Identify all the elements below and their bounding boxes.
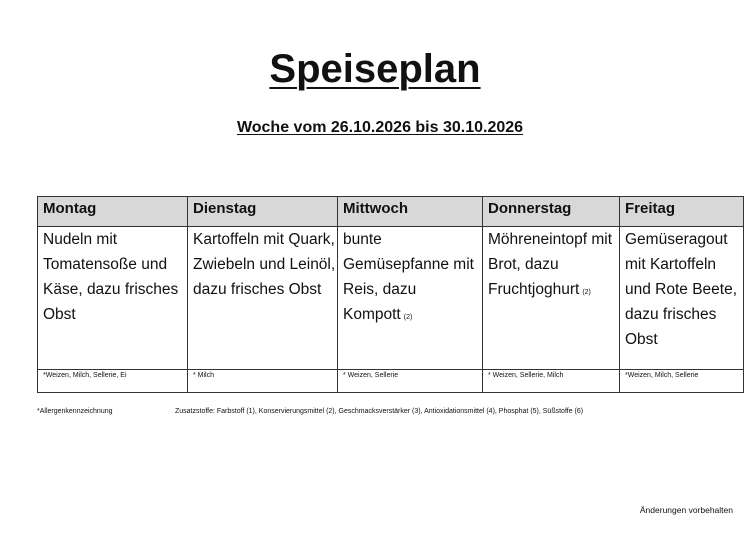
- dish-cell-tuesday: [188, 227, 338, 370]
- dish-cell-wednesday: [338, 227, 483, 370]
- dish-text: Kartoffeln mit Quark, Zwiebeln und Leinöl, dazu frisches Obst: [193, 231, 336, 298]
- additive-mark: (2): [403, 314, 413, 321]
- day-header-tuesday: Dienstag: [188, 197, 338, 227]
- allergen-legend: *Allergenkennzeichnung: [37, 408, 113, 415]
- additives-legend: Zusatzstoffe: Farbstoff (1), Konservierungsmittel (2), Geschmacksverstärker (3), Antioxidationsmittel (4), Phosphat (5), Süßstoffe (6): [175, 408, 584, 415]
- allergen-cell-thursday: * Weizen, Sellerie, Milch: [483, 370, 620, 393]
- allergen-row: [38, 370, 744, 393]
- dish-cell-monday: [38, 227, 188, 370]
- dish-text: Möhreneintopf mit Brot, dazu Fruchtjoghurt: [488, 231, 613, 298]
- page-title: Speiseplan: [269, 47, 481, 91]
- dish-cell-thursday: [483, 227, 620, 370]
- day-header-monday: Montag: [38, 197, 188, 227]
- day-header-row: [38, 197, 744, 227]
- dish-row: [38, 227, 744, 370]
- allergen-cell-monday: *Weizen, Milch, Sellerie, Ei: [38, 370, 188, 393]
- week-range: Woche vom 26.10.2026 bis 30.10.2026: [236, 119, 524, 136]
- additive-mark: (2): [582, 289, 591, 296]
- allergen-cell-wednesday: * Weizen, Sellerie: [338, 370, 483, 393]
- day-header-thursday: Donnerstag: [483, 197, 620, 227]
- dish-text: Gemüseragout mit Kartoffeln und Rote Beete, dazu frisches Obst: [625, 231, 738, 348]
- allergen-cell-tuesday: * Milch: [188, 370, 338, 393]
- menu-table: [37, 196, 744, 393]
- day-header-friday: Freitag: [620, 197, 744, 227]
- dish-cell-friday: [620, 227, 744, 370]
- dish-text: Nudeln mit Tomatensoße und Käse, dazu frisches Obst: [43, 231, 179, 323]
- changes-note: Änderungen vorbehalten: [639, 505, 733, 515]
- day-header-wednesday: Mittwoch: [338, 197, 483, 227]
- dish-text: bunte Gemüsepfanne mit Reis, dazu Kompott: [343, 231, 474, 323]
- allergen-cell-friday: *Weizen, Milch, Sellerie: [620, 370, 744, 393]
